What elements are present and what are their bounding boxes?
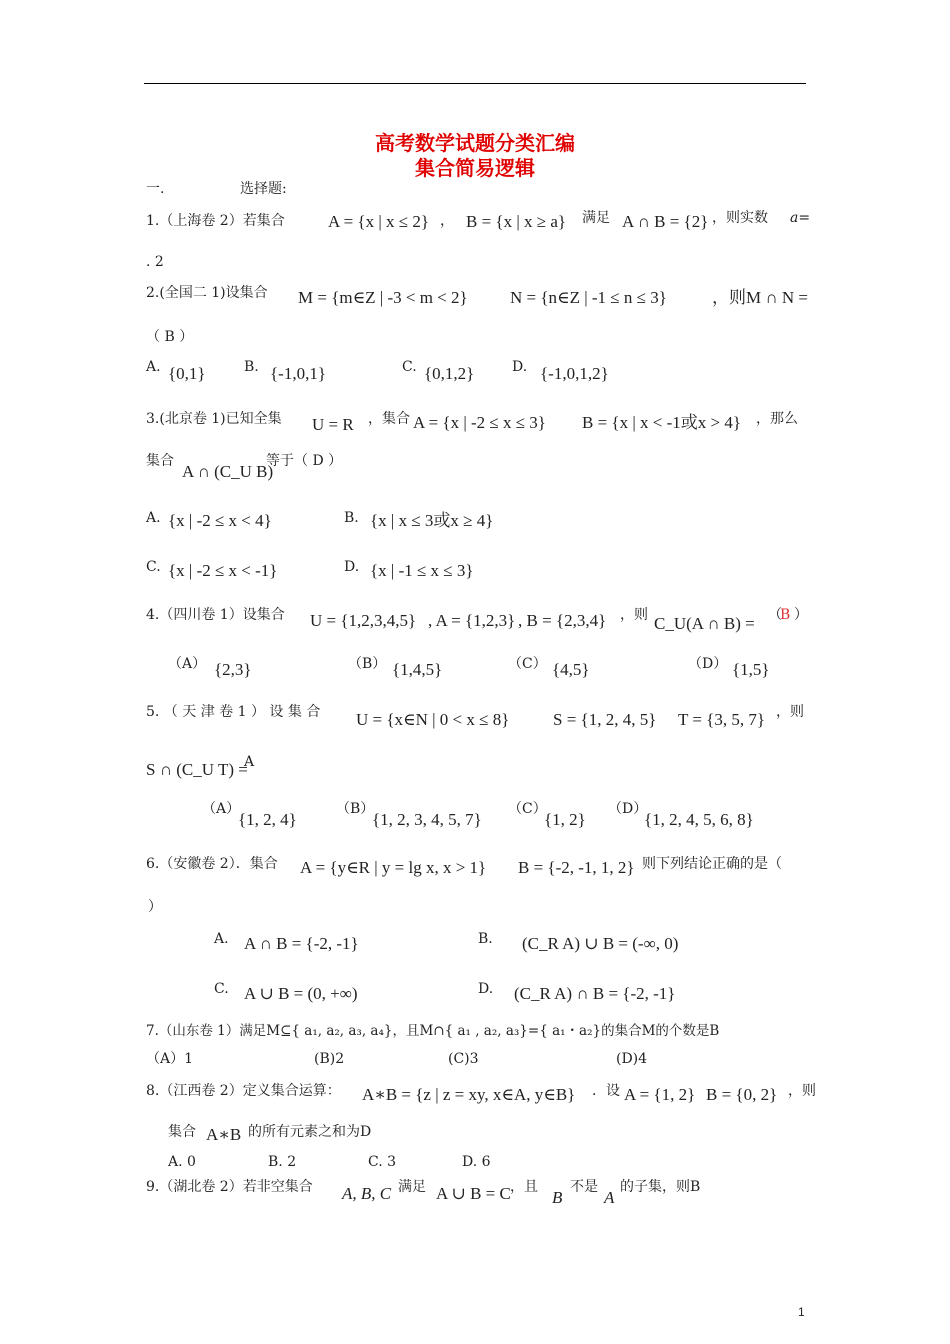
q2-set-n: N = {n∈Z | -1 ≤ n ≤ 3} [510,288,667,307]
q9-cond: 满足 [398,1179,426,1195]
q2-answer: （ B ） [146,329,194,345]
q6-option-c: A ∪ B = (0, +∞) [244,984,358,1003]
q3-option-c-label: C. [146,559,161,575]
q3-set-a: A = {x | -2 ≤ x ≤ 3} [413,413,546,432]
q3-ask: 等于（ D ） [266,453,343,469]
q2-ask: ，则M ∩ N = [712,288,809,307]
q1-variable: a= [790,210,811,226]
q5-answer: A [244,754,255,770]
q4-option-d: {1,5} [732,660,770,679]
q2-option-a-label: A. [146,359,161,375]
q8-option-b: B. 2 [268,1154,297,1170]
q8-set-label: ．设 [592,1083,620,1099]
q5-ask: ，则 [776,704,804,720]
q5-option-d: {1, 2, 4, 5, 6, 8} [644,810,754,829]
q6-close: ） [148,899,162,915]
q5-option-b-label: （B） [336,801,375,817]
q7-option-b: (B)2 [314,1051,345,1067]
q5-universe: U = {x∈N | 0 < x ≤ 8} [356,710,510,729]
q9-mid: ，且 [510,1179,538,1195]
q4-universe: U = {1,2,3,4,5} [310,611,417,630]
q6-option-a: A ∩ B = {-2, -1} [244,934,359,953]
q7-option-a: （A）1 [146,1051,194,1067]
q8-option-a: A. 0 [168,1154,196,1170]
q4-option-c: {4,5} [552,660,590,679]
q4-option-b-label: （B） [348,656,387,672]
q3-line2: 集合 [146,453,174,469]
q3-set-label: ，集合 [368,411,410,427]
q1-set-b: B = {x | x ≥ a} [466,212,567,231]
q3-tail: ，那么 [756,411,798,427]
q7-option-c: (C)3 [448,1051,479,1067]
q3-option-a: {x | -2 ≤ x < 4} [168,511,272,530]
q9-text: 9.（湖北卷 2）若非空集合 [146,1179,313,1195]
q4-option-b: {1,4,5} [392,660,443,679]
title-line-1: 高考数学试题分类汇编 [375,131,575,155]
q6-option-d-label: D. [478,981,494,997]
q8-ask: 的所有元素之和为D [248,1124,372,1140]
q3-universe: U = R [312,415,354,434]
q5-option-a: {1, 2, 4} [238,810,297,829]
q3-option-d-label: D. [344,559,360,575]
section-label: 选择题: [240,181,287,197]
q3-option-a-label: A. [146,510,161,526]
q4-option-c-label: （C） [508,656,547,672]
q1-ask: ，则实数 [712,210,768,226]
q9-not: 不是 [570,1179,598,1195]
q8-text: 8.（江西卷 2）定义集合运算： [146,1083,341,1099]
header-rule [144,83,806,84]
q7-option-d: (D)4 [616,1051,648,1067]
q3-text: 3.(北京卷 1)已知全集 [146,411,282,427]
q7-text: 7.（山东卷 1）满足M⊆{ a₁, a₂, a₃, a₄}，且M∩{ a₁ , a₂, a₃}={ a₁・a₂}的集合M的个数是B [146,1023,720,1039]
q2-option-c: {0,1,2} [424,364,475,383]
q5-option-a-label: （A） [202,801,241,817]
q6-text: 6.（安徽卷 2）．集合 [146,856,278,872]
q9-b: B [552,1188,563,1207]
q2-option-b-label: B. [244,359,259,375]
q3-expr: A ∩ (C_U B) [182,462,274,481]
q1-cond: 满足 [582,210,610,226]
q2-text: 2.(全国二 1)设集合 [146,285,268,301]
q8-option-d: D. 6 [462,1154,491,1170]
q5-expr: S ∩ (C_U T) = [146,760,248,779]
q4-text: 4.（四川卷 1）设集合 [146,607,285,623]
q1-intersection: A ∩ B = {2} [622,212,709,231]
q5-option-b: {1, 2, 3, 4, 5, 7} [372,810,482,829]
q8-set-a: A = {1, 2} [624,1085,696,1104]
q9-expr: A ∪ B = C [436,1184,511,1203]
q6-ask: 则下列结论正确的是（ [642,856,782,872]
q2-option-a: {0,1} [168,364,206,383]
q5-text: 5. （ 天 津 卷 1 ） 设 集 合 [146,704,321,720]
q2-option-c-label: C. [402,359,417,375]
q1-set-a: A = {x | x ≤ 2} [328,212,429,231]
q6-option-b: (C_R A) ∪ B = (-∞, 0) [522,934,679,953]
q8-definition: A∗B = {z | z = xy, x∈A, y∈B} [362,1085,576,1104]
q8-option-c: C. 3 [368,1154,397,1170]
q4-answer-close: ） [794,607,808,623]
q4-set-b: , B = {2,3,4} [518,611,607,630]
q4-ask: ，则 [620,607,648,623]
q6-set-a: A = {y∈R | y = lg x, x > 1} [300,858,487,877]
page-number: 1 [798,1305,805,1319]
q4-set-a: , A = {1,2,3} [428,611,516,630]
q8-tail: ，则 [788,1083,816,1099]
q6-option-b-label: B. [478,931,493,947]
q4-option-d-label: （D） [688,656,728,672]
q5-option-c-label: （C） [508,801,547,817]
q9-tail: 的子集，则B [620,1179,701,1195]
q3-option-b-label: B. [344,510,359,526]
q6-set-b: B = {-2, -1, 1, 2} [518,858,635,877]
q4-expr: C_U(A ∩ B) = [654,614,755,633]
q9-a: A [604,1188,615,1207]
q2-set-m: M = {m∈Z | -3 < m < 2} [298,288,468,307]
q5-option-c: {1, 2} [544,810,586,829]
q3-option-d: {x | -1 ≤ x ≤ 3} [370,561,474,580]
q3-option-b: {x | x ≤ 3或x ≥ 4} [370,511,494,530]
q5-option-d-label: （D） [608,801,648,817]
q3-set-b: B = {x | x < -1或x > 4} [582,413,741,432]
q1-text: 1.（上海卷 2）若集合 [146,213,285,229]
q3-option-c: {x | -2 ≤ x < -1} [168,561,278,580]
q1-comma: ， [440,213,454,229]
title-line-2: 集合简易逻辑 [415,156,535,180]
q4-option-a-label: （A） [168,656,207,672]
q8-set-b: B = {0, 2} [706,1085,778,1104]
q6-option-d: (C_R A) ∩ B = {-2, -1} [514,984,676,1003]
q8-expr: A∗B [206,1125,242,1144]
section-number: 一. [146,181,165,197]
q2-option-d-label: D. [512,359,528,375]
q9-sets: A, B, C [342,1184,392,1203]
q4-option-a: {2,3} [214,660,252,679]
q4-answer-open: （ [768,607,782,623]
q6-option-c-label: C. [214,981,229,997]
q4-answer: B [780,607,791,623]
q5-set-t: T = {3, 5, 7} [678,710,765,729]
q5-set-s: S = {1, 2, 4, 5} [553,710,657,729]
q2-option-d: {-1,0,1,2} [540,364,609,383]
q1-answer: . 2 [146,254,164,270]
q2-option-b: {-1,0,1} [270,364,326,383]
q8-line2: 集合 [168,1124,196,1140]
q6-option-a-label: A. [214,931,229,947]
